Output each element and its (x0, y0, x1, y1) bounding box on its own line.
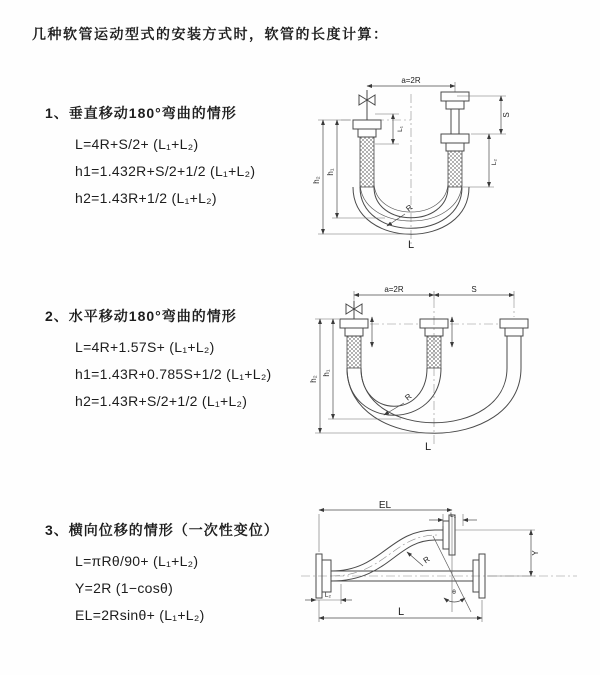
section-vertical-180 (45, 103, 255, 212)
left-pipe-flange (353, 120, 381, 187)
radius-label: R (403, 391, 414, 403)
dim-label-l2: L₂ (324, 592, 332, 599)
diagram-lateral-displacement (297, 500, 582, 645)
centerlines (341, 94, 411, 246)
formula-line: EL=2Rsinθ+ (L₁+L₂) (75, 607, 205, 623)
valve-icon (346, 301, 362, 319)
section-lateral-displacement (45, 520, 279, 629)
dim-label-h1: h₁ (322, 369, 331, 377)
formula-line: L=4R+1.57S+ (L₁+L₂) (75, 339, 215, 355)
formula-line: h1=1.432R+S/2+1/2 (L₁+L₂) (75, 163, 256, 179)
section-heading: 3、横向位移的情形（一次性变位） (45, 522, 279, 538)
dimension-l2 (305, 584, 352, 604)
dimension-a2r (367, 76, 455, 86)
pipe-flanges (340, 319, 528, 368)
dimension-l2 (463, 134, 498, 187)
dim-label-h2: h₂ (312, 176, 321, 184)
dim-label-s: S (502, 112, 511, 118)
length-label: L (407, 239, 415, 251)
hose-braid (427, 336, 441, 368)
section-heading: 1、垂直移动180°弯曲的情形 (45, 105, 237, 121)
page-title: 几种软管运动型式的安装方式时，软管的长度计算： (32, 26, 389, 42)
formula-line: h2=1.43R+1/2 (L₁+L₂) (75, 190, 217, 206)
dimension-s (434, 285, 514, 295)
dimension-a2r (354, 285, 514, 299)
diagram-vertical-180-bend (305, 74, 570, 252)
dim-label-l1: L₁ (397, 126, 404, 132)
valve-icon (359, 90, 375, 120)
dim-label-h1: h₁ (326, 168, 335, 176)
hose-braid (360, 137, 374, 187)
dimension-l1 (429, 512, 477, 526)
dim-label-l1: L₁ (450, 512, 456, 519)
length-label: L (424, 441, 432, 453)
section-heading: 2、水平移动180°弯曲的情形 (45, 308, 237, 324)
right-pipe-flanges (441, 82, 469, 187)
radius-callout (387, 203, 415, 226)
dim-label-y: Y (531, 550, 540, 556)
dimension-y (455, 530, 540, 576)
formula-line: L=4R+S/2+ (L₁+L₂) (75, 136, 199, 152)
dim-label-a2r: a=2R (401, 76, 421, 85)
hose-braid (347, 336, 361, 368)
dim-label-h2: h₂ (309, 375, 318, 383)
dim-label-a2r: a=2R (384, 285, 404, 294)
formula-line: Y=2R (1−cosθ) (75, 580, 174, 596)
dimension-s (457, 96, 511, 134)
formula-line: L=πRθ/90+ (L₁+L₂) (75, 553, 199, 569)
radius-label: R (404, 202, 415, 214)
formula-line: h1=1.43R+0.785S+1/2 (L₁+L₂) (75, 366, 272, 382)
length-label: L (397, 606, 405, 618)
formula-line: h2=1.43R+S/2+1/2 (L₁+L₂) (75, 393, 248, 409)
section-horizontal-180 (45, 306, 272, 415)
radius-label: R (421, 554, 432, 566)
dimension-l (319, 600, 482, 622)
dim-label-el: EL (378, 500, 392, 511)
dim-label-s: S (471, 285, 477, 294)
dim-label-l2: L₂ (491, 158, 498, 166)
diagram-horizontal-180-bend (306, 283, 571, 455)
dimension-el (319, 500, 452, 612)
hose-braid (448, 151, 462, 187)
angle-label: θ (452, 589, 456, 596)
angle-and-radius (407, 536, 471, 612)
